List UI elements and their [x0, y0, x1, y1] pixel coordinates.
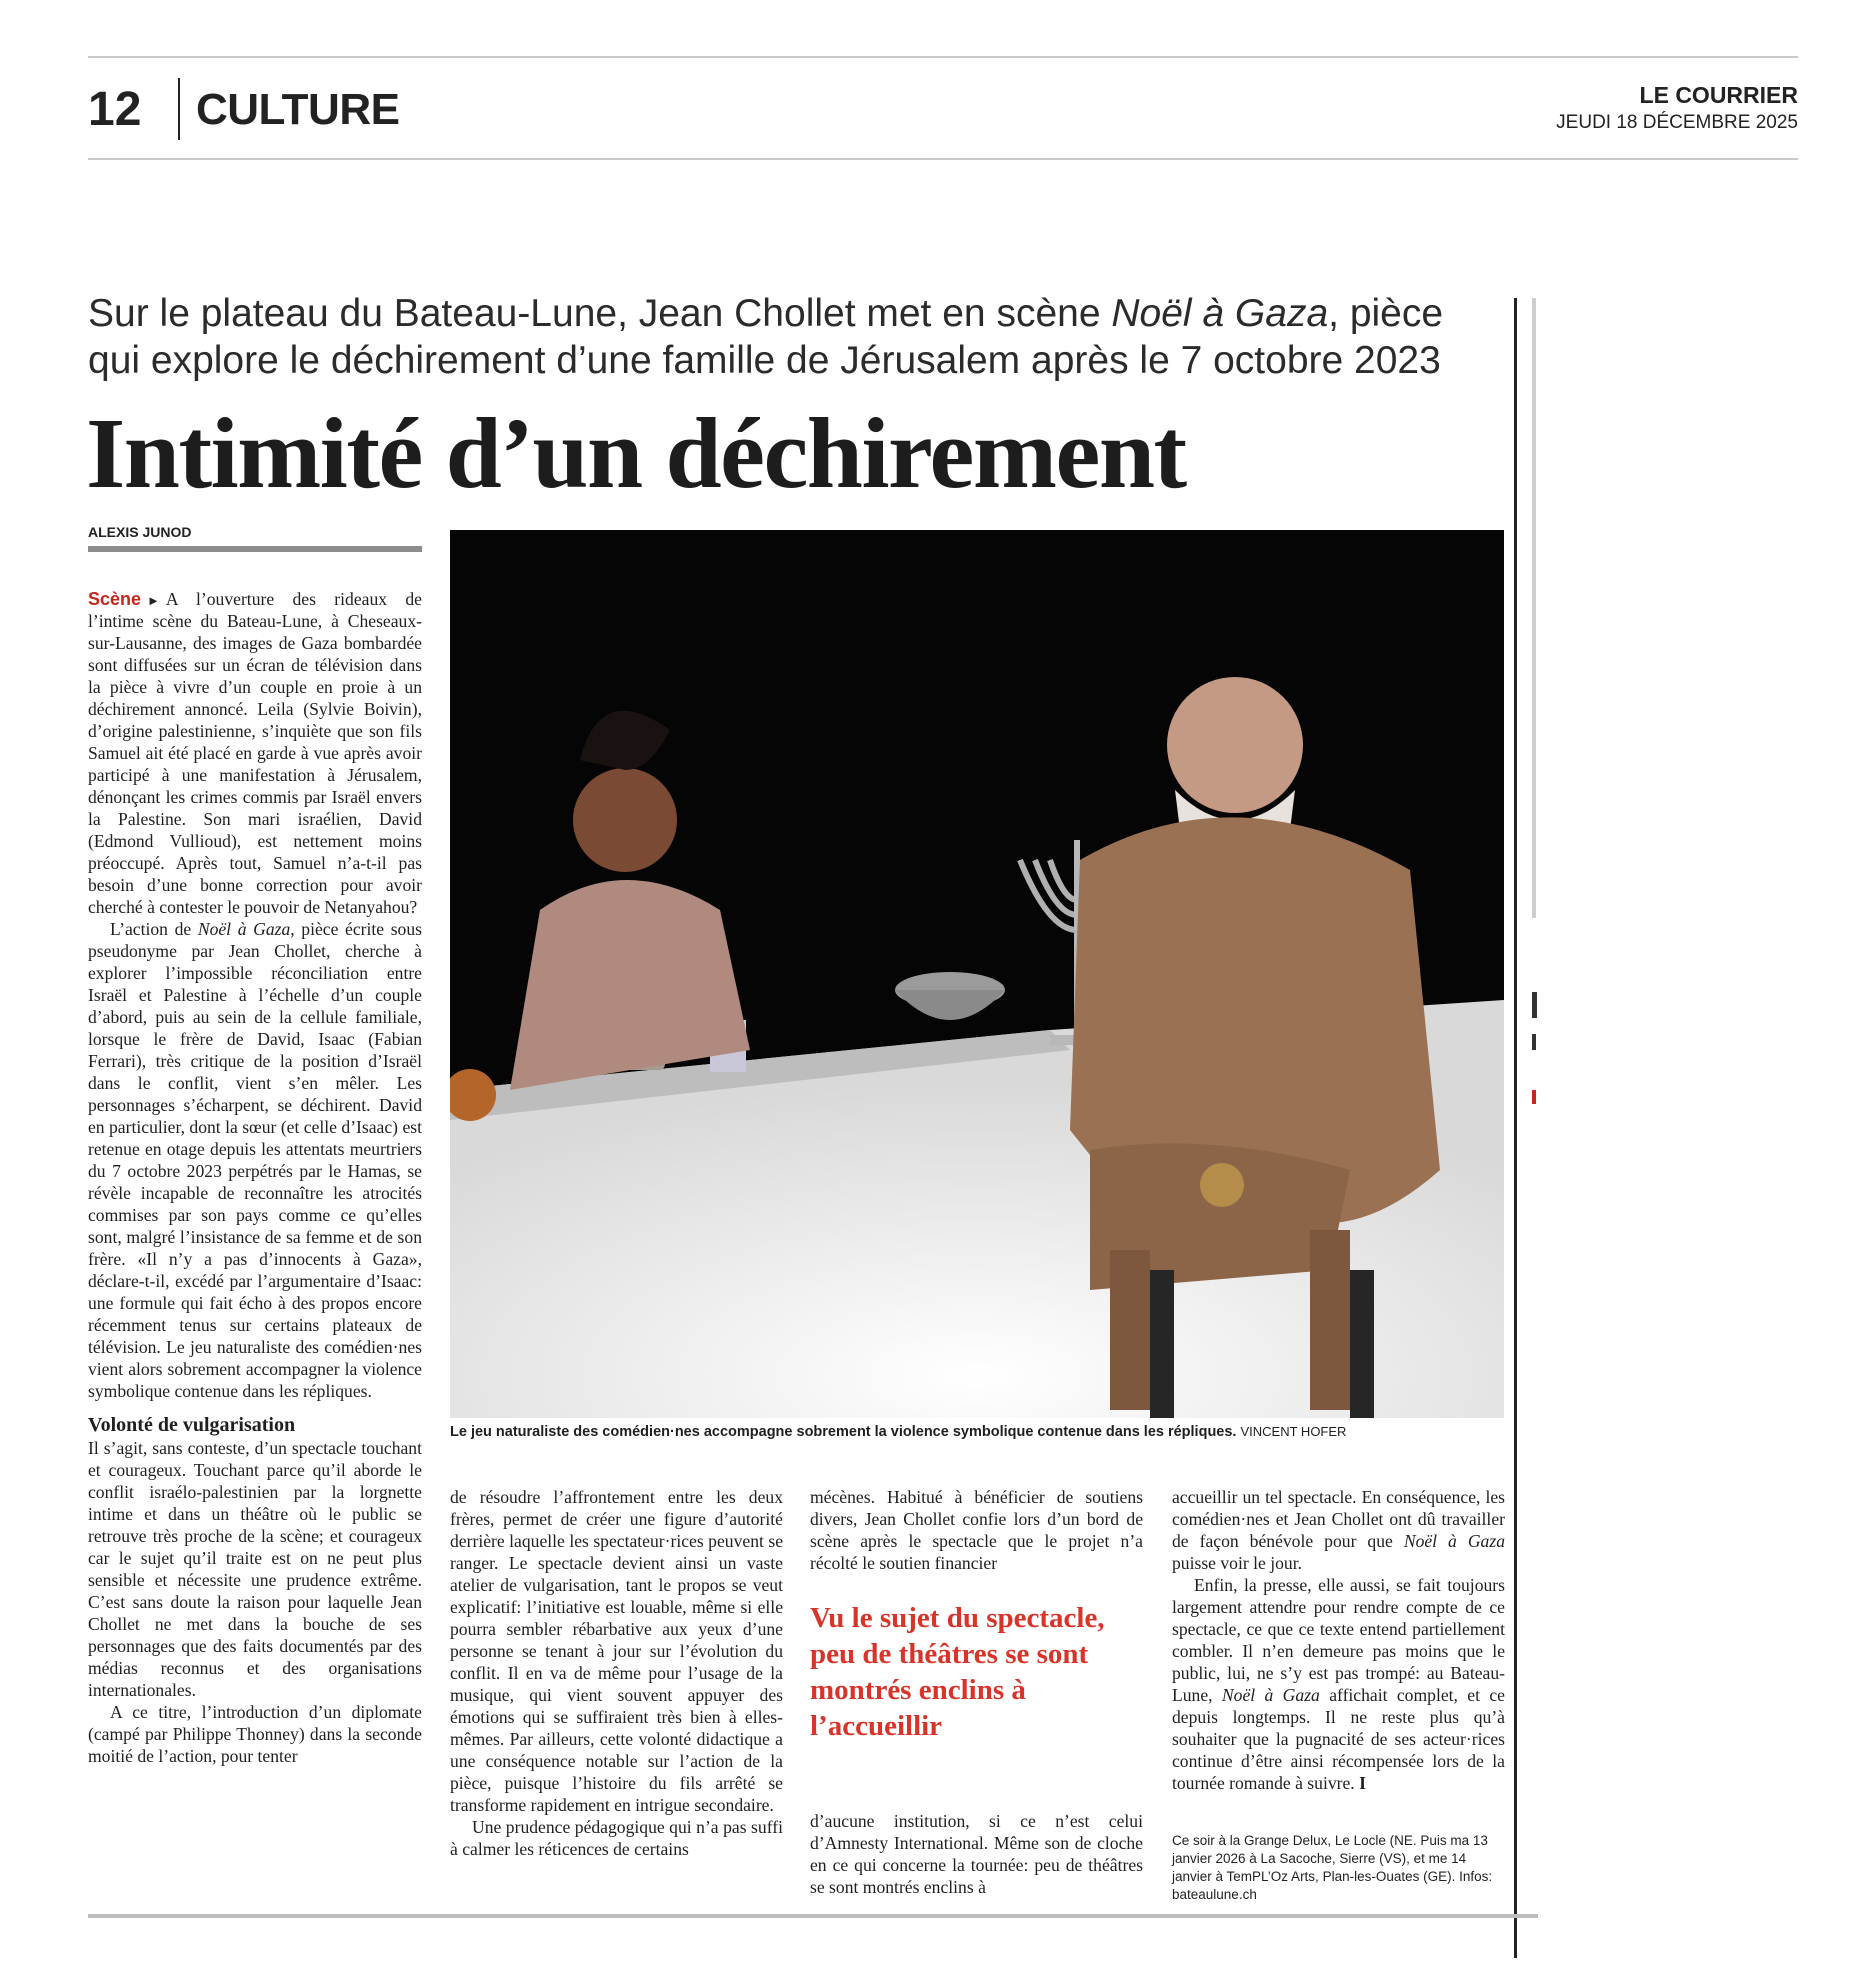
paragraph-3: Il s’agit, sans conteste, d’un spectacle touchant et courageux. Touchant parce qu’il aborde le conflit israélo-palestinien par la lorgnette intime et dans un théâtre où le public se retrouve très proche de la scène; et courageux car le sujet qu’il traite est on ne peut plus sensible et nécessite une prudence extrême. C’est sans doute la raison pour laquelle Jean Chollet ne met dans la bouche de ses personnages que des faits documentés par des médias reconnus et des organisations internationales.: [88, 1438, 422, 1700]
header-rule: [88, 158, 1798, 160]
paragraph-5-continued-2: d’aucune institution, si ce n’est celui d’Amnesty International. Même son de cloche en ce qui concerne la tournée: peu de théâtres se sont montrés enclins à: [810, 1811, 1143, 1897]
adjacent-article-fragment: [1532, 992, 1537, 1018]
section-separator: [178, 78, 180, 140]
page-number: 12: [88, 83, 142, 136]
article-column-4: [1172, 1486, 1505, 1794]
photo-illustration: [450, 530, 1504, 1418]
stage-photo: [450, 530, 1504, 1418]
adjacent-article-fragment: [1532, 1090, 1536, 1104]
byline-bar: [88, 546, 422, 552]
practical-info: Ce soir à la Grange Delux, Le Locle (NE. Puis ma 13 janvier 2026 à La Sacoche, Sierre (VS), et me 14 janvier à TemPL’Oz Arts, Plan-les-Ouates (GE). Infos: bateaulune.ch: [1172, 1833, 1493, 1902]
subhead: Volonté de vulgarisation: [88, 1414, 296, 1436]
photo-credit: VINCENT HOFER: [1240, 1424, 1347, 1439]
article-column-3: [810, 1486, 1143, 1574]
arrow-icon: ►: [147, 593, 160, 608]
end-mark: I: [1359, 1773, 1366, 1793]
bottom-rule: [88, 1914, 1538, 1918]
section-name: CULTURE: [196, 85, 400, 134]
newspaper-name: LE COURRIER: [1639, 82, 1798, 108]
paragraph-5-start: Une prudence pédagogique qui n’a pas suffi à calmer les réticences de certains: [450, 1817, 783, 1859]
adjacent-article-edge: [1532, 298, 1536, 918]
article-headline: Intimité d’un déchirement: [86, 397, 1186, 509]
article-column-2: [450, 1486, 783, 1860]
rubric-tag: Scène: [88, 589, 142, 609]
adjacent-article-fragment: [1532, 1034, 1536, 1050]
paragraph-5-continued: mécènes. Habitué à bénéficier de soutiens divers, Jean Chollet confie lors d’un bord de scène après le spectacle que le projet n’a récolté le soutien financier: [810, 1487, 1143, 1573]
paragraph-5-end: accueillir un tel spectacle. En conséquence, les comédien·nes et Jean Chollet ont dû travailler de façon bénévole pour que Noël à Gaza puisse voir le jour.: [1172, 1487, 1505, 1573]
paragraph-4-continued: de résoudre l’affrontement entre les deux frères, permet de créer une figure d’autorité derrière laquelle les spectateur·rices peuvent se ranger. Le spectacle devient ainsi un vaste atelier de vulgarisation, tant le propos se veut explicatif: l’initiative est louable, même si elle pourra sembler rébarbative aux yeux d’une personne se tenant à jour sur l’évolution du conflit. Il en va de même pour l’usage de la musique, qui vient souvent appuyer des émotions qui se suffiraient très bien à elles-mêmes. Par ailleurs, cette volonté didactique a une conséquence notable sur l’action de la pièce, puisque l’histoire du fils arrêté se transforme rapidement en intrigue secondaire.: [450, 1487, 783, 1815]
paragraph-1: Scène ► A l’ouverture des rideaux de l’intime scène du Bateau-Lune, à Cheseaux-sur-Lausanne, des images de Gaza bombardée sont diffusées sur un écran de télévision dans la pièce à vivre d’un couple en proie à un déchirement annoncé. Leila (Sylvie Boivin), d’origine palestinienne, s’inquiète que son fils Samuel ait été placé en garde à vue après avoir participé à une manifestation à Jérusalem, dénonçant les crimes commis par Israël envers la Palestine. Son mari israélien, David (Edmond Vullioud), est nettement moins préoccupé. Après tout, Samuel n’a-t-il pas besoin d’une bonne correction pour avoir cherché à contester le pouvoir de Netanyahou?: [88, 589, 422, 917]
byline: ALEXIS JUNOD: [88, 524, 192, 540]
article-column-3-lower: [810, 1810, 1143, 1898]
issue-date: JEUDI 18 DÉCEMBRE 2025: [1556, 112, 1798, 133]
paragraph-2: L’action de Noël à Gaza, pièce écrite sous pseudonyme par Jean Chollet, cherche à explorer l’impossible réconciliation entre Israël et Palestine à l’échelle d’un couple d’abord, puis au sein de la cellule familiale, lorsque le frère de David, Isaac (Fabian Ferrari), très critique de la position d’Israël dans le conflit, vient s’en mêler. Les personnages s’écharpent, se déchirent. David en particulier, dont la sœur (et celle d’Isaac) est retenue en otage depuis les attentats meurtriers du 7 octobre 2023 perpétrés par le Hamas, se révèle incapable de reconnaître les atrocités commises par son pays comme ce qu’elles sont, malgré l’insistance de sa femme et de son frère. «Il n’y a pas d’innocents à Gaza», déclare-t-il, excédé par l’argumentaire d’Isaac: une formule qui fait écho à des propos encore récemment tenus sur certains plateaux de télévision. Le jeu naturaliste des comédien·nes vient alors sobrement accompagner la violence symbolique contenue dans les répliques.: [88, 919, 422, 1401]
paragraph-4-start: A ce titre, l’introduction d’un diplomate (campé par Philippe Thonney) dans la seconde moitié de l’action, pour tenter: [88, 1702, 422, 1766]
article-kicker: Sur le plateau du Bateau-Lune, Jean Chollet met en scène Noël à Gaza, pièce qui explore le déchirement d’une famille de Jérusalem après le 7 octobre 2023: [88, 292, 1444, 382]
column-divider: [1514, 298, 1517, 1958]
article-column-1: [88, 588, 422, 1767]
pull-quote: Vu le sujet du spectacle, peu de théâtres se sont montrés enclins à l’accueillir: [810, 1602, 1105, 1742]
photo-caption: Le jeu naturaliste des comédien·nes accompagne sobrement la violence symbolique contenue dans les répliques. VINCENT HOFER: [450, 1424, 1347, 1440]
top-rule: [88, 56, 1798, 58]
paragraph-6: Enfin, la presse, elle aussi, se fait toujours largement attendre pour rendre compte de ce spectacle, ce que ce texte entend partiellement combler. Il n’en demeure pas moins que le public, lui, ne s’y est pas trompé: au Bateau-Lune, Noël à Gaza affichait complet, et ce depuis longtemps. Il ne reste plus qu’à souhaiter que la pugnacité de ses acteur·rices continue d’être ainsi récompensée lors de la tournée romande à suivre. I: [1172, 1575, 1505, 1793]
